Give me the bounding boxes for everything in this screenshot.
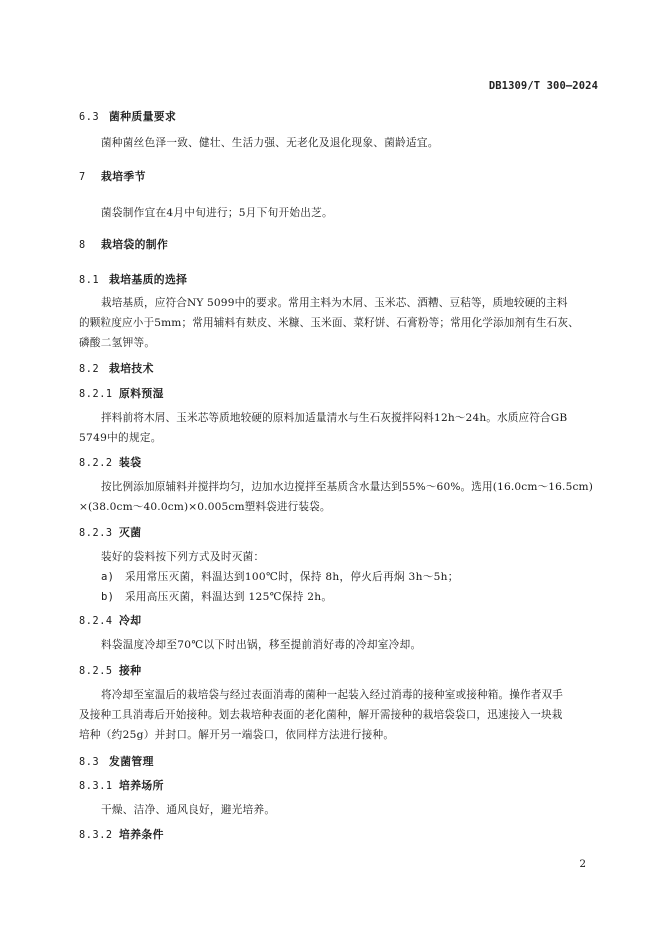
section-heading-8-2-3 bbox=[79, 526, 141, 541]
section-heading-8-2-2 bbox=[79, 456, 141, 471]
section-title: 栽培基质的选择 bbox=[109, 273, 188, 286]
section-title: 菌种质量要求 bbox=[109, 110, 177, 123]
section-title: 培养条件 bbox=[119, 828, 164, 841]
section-title: 栽培季节 bbox=[101, 170, 146, 183]
paragraph-8-1-line-2: 的颗粒度应小于5mm；常用辅料有麸皮、米糠、玉米面、菜籽饼、石膏粉等；常用化学添加剂有生石灰、 bbox=[79, 317, 580, 329]
list-item-text: 采用高压灭菌，料温达到 125℃保持 2h。 bbox=[125, 591, 333, 603]
section-number: 8.2.3 bbox=[79, 528, 113, 539]
list-item-text: 采用常压灭菌，料温达到100℃时，保持 8h，停火后再焖 3h～5h； bbox=[125, 571, 459, 583]
section-heading-8-2-4 bbox=[79, 614, 141, 629]
section-heading-8-3-1 bbox=[79, 779, 164, 794]
paragraph-8-2-2-line-2: ×(38.0cm～40.0cm)×0.005cm塑料袋进行装袋。 bbox=[79, 501, 331, 513]
section-heading-8-2 bbox=[79, 362, 154, 377]
section-title: 灭菌 bbox=[119, 526, 142, 539]
list-item-label: a) bbox=[101, 571, 115, 583]
section-number: 7 bbox=[79, 172, 86, 183]
section-title: 装袋 bbox=[119, 456, 142, 469]
section-heading-8-2-5 bbox=[79, 664, 141, 679]
section-number: 8.2.4 bbox=[79, 616, 113, 627]
section-number: 8.2 bbox=[79, 364, 100, 375]
section-heading-8-3 bbox=[79, 755, 154, 770]
section-title: 原料预湿 bbox=[119, 387, 164, 400]
section-title: 栽培技术 bbox=[109, 362, 154, 375]
section-number: 8.2.1 bbox=[79, 389, 113, 400]
paragraph-8-2-4: 料袋温度冷却至70℃以下时出锅，移至提前消好毒的冷却室冷却。 bbox=[101, 639, 422, 651]
paragraph-8-1-line-3: 磷酸二氢钾等。 bbox=[79, 337, 156, 349]
section-title: 冷却 bbox=[119, 614, 142, 627]
paragraph-8-3-1: 干燥、洁净、通风良好，避光培养。 bbox=[101, 804, 276, 816]
section-number: 8.3.2 bbox=[79, 830, 113, 841]
paragraph-8-2-5-line-2: 及接种工具消毒后开始接种。划去栽培种表面的老化菌种，解开需接种的栽培袋袋口，迅速接入一块栽 bbox=[79, 709, 563, 721]
paragraph-7: 菌袋制作宜在4月中旬进行；5月下旬开始出芝。 bbox=[101, 207, 333, 219]
section-title: 栽培袋的制作 bbox=[101, 238, 169, 251]
section-number: 8.2.2 bbox=[79, 458, 113, 469]
section-number: 6.3 bbox=[79, 112, 100, 123]
section-number: 8.3 bbox=[79, 757, 100, 768]
section-title: 接种 bbox=[119, 664, 142, 677]
section-title: 培养场所 bbox=[119, 779, 164, 792]
list-item bbox=[101, 570, 459, 584]
list-item bbox=[101, 590, 332, 604]
paragraph-6-3: 菌种菌丝色泽一致、健壮、生活力强、无老化及退化现象、菌龄适宜。 bbox=[101, 137, 439, 149]
section-heading-8-1 bbox=[79, 273, 187, 288]
document-code: DB1309/T 300—2024 bbox=[488, 80, 598, 92]
section-heading-8 bbox=[79, 238, 168, 253]
section-number: 8.1 bbox=[79, 275, 100, 286]
section-title: 发菌管理 bbox=[109, 755, 154, 768]
paragraph-8-2-2-line-1: 按比例添加原辅料并搅拌均匀，边加水边搅拌至基质含水量达到55%～60%。选用(16.0cm～16.5cm) bbox=[101, 481, 594, 493]
section-number: 8.3.1 bbox=[79, 781, 113, 792]
section-heading-8-2-1 bbox=[79, 387, 164, 402]
paragraph-8-2-3: 装好的袋料按下列方式及时灭菌： bbox=[101, 551, 265, 563]
paragraph-8-2-5-line-1: 将冷却至室温后的栽培袋与经过表面消毒的菌种一起装入经过消毒的接种室或接种箱。操作者双手 bbox=[101, 689, 563, 701]
paragraph-8-1-line-1: 栽培基质，应符合NY 5099中的要求。常用主料为木屑、玉米芯、酒糟、豆秸等，质地较硬的主料 bbox=[101, 297, 568, 309]
section-heading-8-3-2 bbox=[79, 828, 164, 843]
section-heading-7 bbox=[79, 170, 146, 185]
list-item-label: b) bbox=[101, 591, 115, 603]
section-number: 8 bbox=[79, 240, 86, 251]
paragraph-8-2-1-line-1: 拌料前将木屑、玉米芯等质地较硬的原料加适量清水与生石灰搅拌闷料12h～24h。水质应符合GB bbox=[101, 412, 568, 424]
section-number: 8.2.5 bbox=[79, 666, 113, 677]
paragraph-8-2-5-line-3: 培种（约25g）并封口。解开另一端袋口，依同样方法进行接种。 bbox=[79, 729, 395, 741]
paragraph-8-2-1-line-2: 5749中的规定。 bbox=[79, 432, 162, 444]
section-heading-6-3 bbox=[79, 110, 176, 125]
page-number: 2 bbox=[579, 858, 586, 870]
